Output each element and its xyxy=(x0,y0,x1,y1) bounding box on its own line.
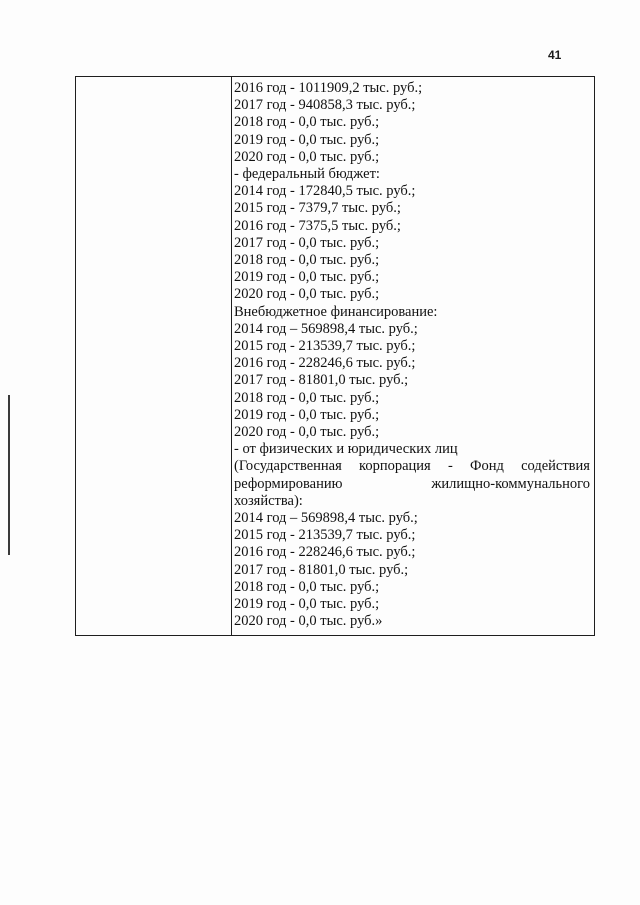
table-text-line: 2015 год - 7379,7 тыс. руб.; xyxy=(234,200,401,217)
table-text-line: - федеральный бюджет: xyxy=(234,166,380,183)
table-text-line: 2015 год - 213539,7 тыс. руб.; xyxy=(234,338,416,355)
funding-table xyxy=(75,76,595,636)
table-text-word: содействия xyxy=(521,458,590,475)
table-text-line-justified xyxy=(232,476,590,493)
table-text-line: 2020 год - 0,0 тыс. руб.; xyxy=(234,424,380,441)
table-text-word: - xyxy=(447,458,453,475)
table-text-line: хозяйства): xyxy=(234,492,303,509)
scan-edge-mark xyxy=(8,395,10,555)
table-text-line: 2017 год - 81801,0 тыс. руб.; xyxy=(234,561,409,578)
table-text-line: 2019 год - 0,0 тыс. руб.; xyxy=(234,269,380,286)
table-text-line: 2020 год - 0,0 тыс. руб.; xyxy=(234,148,380,165)
page-number: 41 xyxy=(548,48,562,62)
table-right-cell xyxy=(232,80,590,631)
table-text-line: 2018 год - 0,0 тыс. руб.; xyxy=(234,114,380,131)
table-text-line: 2016 год - 1011909,2 тыс. руб.; xyxy=(234,80,423,96)
table-text-line: 2020 год - 0,0 тыс. руб.; xyxy=(234,286,380,303)
table-text-line: 2019 год - 0,0 тыс. руб.; xyxy=(234,406,380,423)
table-text-line: 2015 год - 213539,7 тыс. руб.; xyxy=(234,527,416,544)
table-text-line: 2018 год - 0,0 тыс. руб.; xyxy=(234,252,380,269)
table-text-line: 2019 год - 0,0 тыс. руб.; xyxy=(234,596,380,613)
table-text-line-justified xyxy=(232,458,590,475)
table-text-line: 2019 год - 0,0 тыс. руб.; xyxy=(234,131,380,148)
table-text-word: (Государственная xyxy=(234,458,342,475)
table-text-line: 2017 год - 81801,0 тыс. руб.; xyxy=(234,372,409,389)
table-text-line: 2016 год - 228246,6 тыс. руб.; xyxy=(234,544,416,561)
table-text-line: 2014 год – 569898,4 тыс. руб.; xyxy=(234,320,418,337)
table-text-line: 2018 год - 0,0 тыс. руб.; xyxy=(234,578,380,595)
table-text-word: Фонд xyxy=(470,458,504,475)
table-text-line: 2014 год – 569898,4 тыс. руб.; xyxy=(234,510,418,527)
table-left-cell xyxy=(76,77,231,635)
table-text-line: 2016 год - 228246,6 тыс. руб.; xyxy=(234,355,416,372)
table-text-line: 2020 год - 0,0 тыс. руб.» xyxy=(234,613,383,630)
table-text-line: 2014 год - 172840,5 тыс. руб.; xyxy=(234,183,416,200)
table-text-line: 2018 год - 0,0 тыс. руб.; xyxy=(234,389,380,406)
table-text-line: 2017 год - 940858,3 тыс. руб.; xyxy=(234,97,416,114)
table-text-word: корпорация xyxy=(359,458,431,475)
table-text-line: - от физических и юридических лиц xyxy=(234,441,458,458)
table-text-line: Внебюджетное финансирование: xyxy=(234,303,438,320)
table-text-word: жилищно-коммунального xyxy=(431,475,590,492)
table-text-line: 2016 год - 7375,5 тыс. руб.; xyxy=(234,217,401,234)
table-text-word: реформированию xyxy=(234,475,343,492)
table-text-line: 2017 год - 0,0 тыс. руб.; xyxy=(234,234,380,251)
